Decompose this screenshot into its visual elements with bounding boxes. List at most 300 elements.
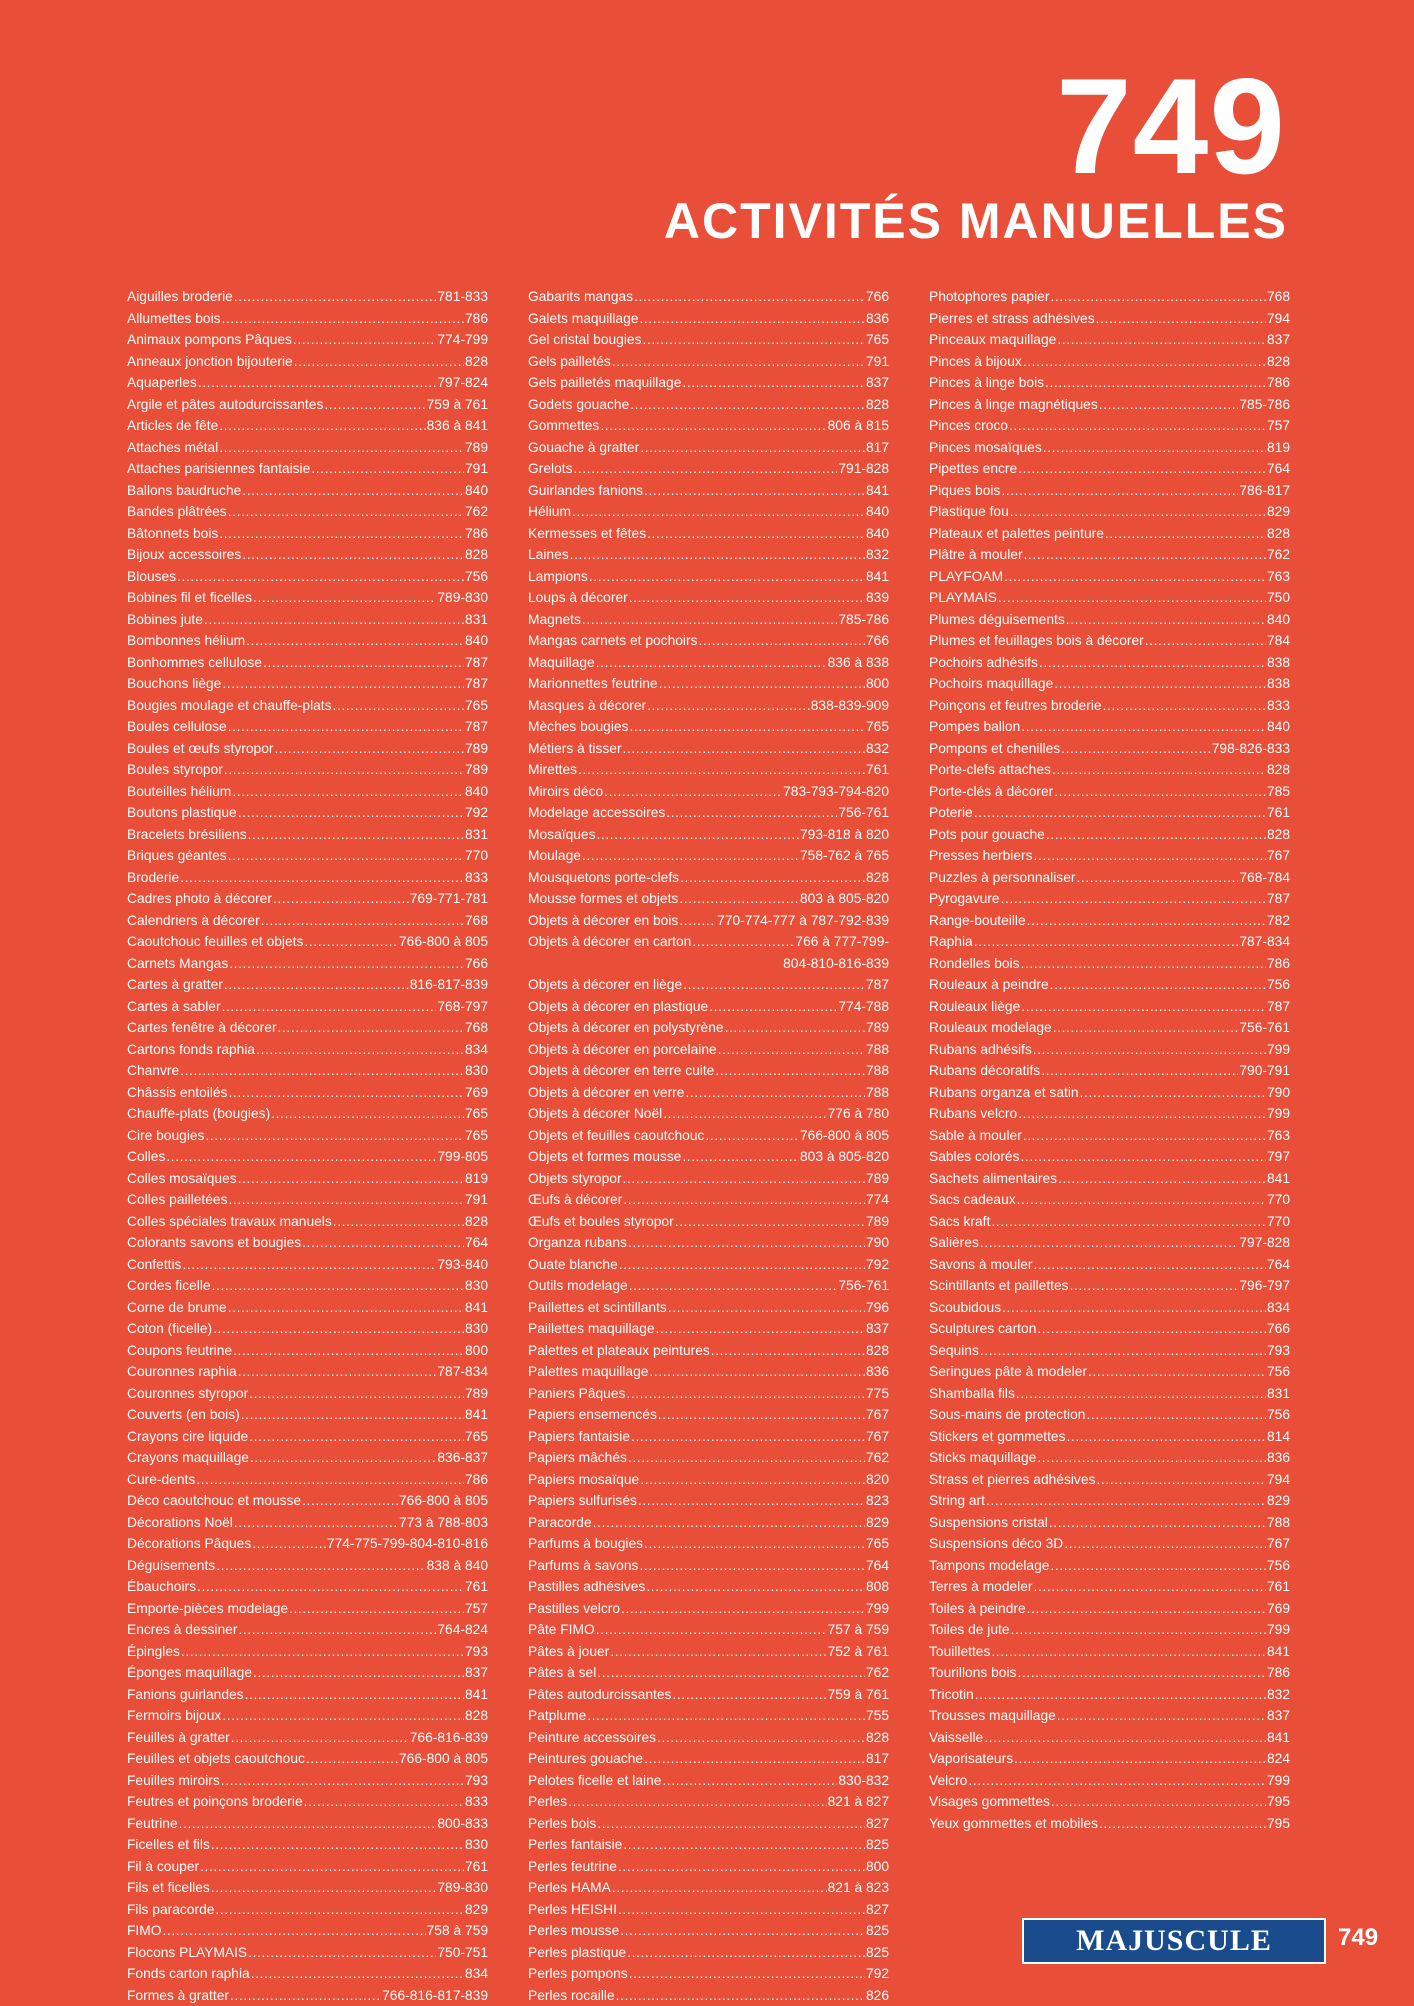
- index-entry-row: [528, 437, 889, 459]
- index-entry: [528, 652, 889, 674]
- index-entry-row: [929, 437, 1290, 459]
- dot-leader: [647, 695, 810, 717]
- index-entry: [127, 1404, 488, 1426]
- entry-name: Rubans organza et satin: [929, 1082, 1079, 1104]
- entry-name: Sous-mains de protection: [929, 1404, 1085, 1426]
- index-entry-row: [929, 1125, 1290, 1147]
- entry-name: Cire bougies: [127, 1125, 204, 1147]
- dot-leader: [228, 1297, 464, 1319]
- index-entry-row: [528, 1942, 889, 1964]
- index-entry: [127, 1297, 488, 1319]
- entry-pages: 774-799: [437, 329, 488, 351]
- entry-name: Perles HEISHI: [528, 1899, 617, 1921]
- entry-name: Gabarits mangas: [528, 286, 633, 308]
- dot-leader: [230, 1985, 381, 2006]
- dot-leader: [238, 802, 464, 824]
- entry-name: Métiers à tisser: [528, 738, 622, 760]
- index-entry: [528, 1576, 889, 1598]
- dot-leader: [304, 1791, 464, 1813]
- dot-leader: [1049, 1512, 1266, 1534]
- dot-leader: [245, 1684, 464, 1706]
- index-entry-row: [127, 329, 488, 351]
- index-entry: [127, 1189, 488, 1211]
- dot-leader: [666, 802, 837, 824]
- entry-name: Objets et formes mousse: [528, 1146, 681, 1168]
- index-entry: [127, 1963, 488, 1985]
- entry-name: Objets à décorer en carton: [528, 931, 691, 953]
- index-entry-row: [528, 738, 889, 760]
- index-entry-row: [528, 1426, 889, 1448]
- index-entry: [528, 1082, 889, 1104]
- entry-pages: 837: [1267, 1705, 1290, 1727]
- entry-name: Cartes fenêtre à décorer: [127, 1017, 277, 1039]
- index-entry-row: [528, 974, 889, 996]
- dot-leader: [238, 1361, 437, 1383]
- dot-leader: [204, 609, 464, 631]
- entry-pages: 765: [866, 1533, 889, 1555]
- index-entry-row: [127, 308, 488, 330]
- dot-leader: [246, 630, 464, 652]
- entry-pages: 799: [866, 1598, 889, 1620]
- entry-pages: 799: [1267, 1103, 1290, 1125]
- index-entry-row: [528, 1770, 889, 1792]
- index-entry-row: [127, 1361, 488, 1383]
- dot-leader: [640, 437, 865, 459]
- entry-pages: 824: [1267, 1748, 1290, 1770]
- entry-pages: 840: [465, 630, 488, 652]
- entry-pages: 829: [1267, 1490, 1290, 1512]
- index-entry-row: [528, 996, 889, 1018]
- entry-pages: 789: [866, 1211, 889, 1233]
- index-entry-row: [528, 1383, 889, 1405]
- entry-name: Flocons PLAYMAIS: [127, 1942, 247, 1964]
- entry-pages: 833: [1267, 695, 1290, 717]
- index-entry: [929, 1447, 1290, 1469]
- dot-leader: [683, 974, 865, 996]
- index-entry: [929, 351, 1290, 373]
- entry-name: Parfums à savons: [528, 1555, 638, 1577]
- index-entry-row: [528, 1834, 889, 1856]
- entry-name: Perles: [528, 1791, 567, 1813]
- entry-name: Couverts (en bois): [127, 1404, 240, 1426]
- entry-pages: 791-828: [838, 458, 889, 480]
- index-entry-row: [929, 845, 1290, 867]
- index-entry-row: [929, 1619, 1290, 1641]
- dot-leader: [998, 587, 1266, 609]
- entry-name: Palettes maquillage: [528, 1361, 648, 1383]
- entry-pages: 776 à 780: [828, 1103, 889, 1125]
- entry-pages: 787: [866, 974, 889, 996]
- index-entry: [528, 372, 889, 394]
- index-entry-row: [127, 587, 488, 609]
- entry-pages: 797: [1267, 1146, 1290, 1168]
- dot-leader: [1096, 1469, 1266, 1491]
- entry-pages: 763: [1267, 566, 1290, 588]
- index-entry-row: [929, 609, 1290, 631]
- dot-leader: [211, 1834, 464, 1856]
- index-entry-row: [929, 1641, 1290, 1663]
- entry-name: Papiers sulfurisés: [528, 1490, 637, 1512]
- dot-leader: [568, 1791, 827, 1813]
- index-entry-row: [929, 1318, 1290, 1340]
- index-entry-row: [528, 716, 889, 738]
- dot-leader: [219, 523, 464, 545]
- entry-pages: 840: [465, 480, 488, 502]
- index-entry-row: [127, 1254, 488, 1276]
- index-entry: [528, 1619, 889, 1641]
- dot-leader: [612, 351, 865, 373]
- index-entry: [528, 1512, 889, 1534]
- index-entry: [127, 1318, 488, 1340]
- entry-pages: 757 à 759: [828, 1619, 889, 1641]
- index-entry: [528, 1318, 889, 1340]
- entry-pages: 828: [1267, 824, 1290, 846]
- entry-name: Bâtonnets bois: [127, 523, 218, 545]
- index-entry-row: [528, 1641, 889, 1663]
- entry-pages: 836: [1267, 1447, 1290, 1469]
- entry-name: Marionnettes feutrine: [528, 673, 658, 695]
- dot-leader: [228, 845, 464, 867]
- entry-name: Rondelles bois: [929, 953, 1020, 975]
- index-entry: [127, 695, 488, 717]
- entry-pages: 775: [866, 1383, 889, 1405]
- index-entry: [127, 1770, 488, 1792]
- dot-leader: [311, 458, 464, 480]
- index-entry-row: [528, 1340, 889, 1362]
- entry-pages: 841: [465, 1404, 488, 1426]
- index-entry-row: [929, 1232, 1290, 1254]
- entry-name: Rubans décoratifs: [929, 1060, 1040, 1082]
- entry-name: Pastilles velcro: [528, 1598, 620, 1620]
- entry-pages: 768: [1267, 286, 1290, 308]
- index-entry-row: [528, 1920, 889, 1942]
- index-entry-row: [528, 1211, 889, 1233]
- index-entry-row: [127, 1533, 488, 1555]
- dot-leader: [1045, 372, 1266, 394]
- entry-pages: 766-800 à 805: [399, 931, 488, 953]
- dot-leader: [231, 1727, 409, 1749]
- index-entry-row: [528, 286, 889, 308]
- entry-name: Loups à décorer: [528, 587, 628, 609]
- index-entry-row: [528, 1469, 889, 1491]
- index-entry: [127, 888, 488, 910]
- entry-pages: 764: [866, 1555, 889, 1577]
- entry-name: Cadres photo à décorer: [127, 888, 272, 910]
- entry-name: Châssis entoilés: [127, 1082, 227, 1104]
- dot-leader: [596, 1619, 827, 1641]
- index-entry: [127, 1211, 488, 1233]
- dot-leader: [177, 566, 464, 588]
- entry-pages: 765: [465, 1426, 488, 1448]
- index-entry-row: [528, 1877, 889, 1899]
- index-entry: [528, 1383, 889, 1405]
- entry-pages-continued: 804-810-816-839: [783, 953, 889, 975]
- entry-name: Porte-clés à décorer: [929, 781, 1053, 803]
- dot-leader: [253, 587, 436, 609]
- entry-name: Formes à gratter: [127, 1985, 229, 2006]
- index-entry: [528, 1555, 889, 1577]
- index-entry-row: [127, 1189, 488, 1211]
- index-entry: [528, 1834, 889, 1856]
- entry-pages: 761: [465, 1576, 488, 1598]
- entry-name: Modelage accessoires: [528, 802, 665, 824]
- entry-name: Ficelles et fils: [127, 1834, 210, 1856]
- index-entry: [528, 1060, 889, 1082]
- dot-leader: [620, 1920, 865, 1942]
- index-entry-row: [528, 867, 889, 889]
- dot-leader: [984, 1727, 1266, 1749]
- index-entry: [929, 1361, 1290, 1383]
- entry-pages: 756-761: [838, 1275, 889, 1297]
- index-entry-row: [127, 738, 488, 760]
- index-entry: [929, 1039, 1290, 1061]
- entry-pages: 774-788: [838, 996, 889, 1018]
- entry-pages: 825: [866, 1920, 889, 1942]
- entry-name: Feutrine: [127, 1813, 178, 1835]
- index-entry-row: [127, 1318, 488, 1340]
- index-entry-row: [127, 824, 488, 846]
- dot-leader: [1034, 1254, 1266, 1276]
- index-entry-row: [929, 480, 1290, 502]
- entry-pages: 832: [866, 544, 889, 566]
- index-entry: [929, 759, 1290, 781]
- dot-leader: [1103, 695, 1266, 717]
- dot-leader: [618, 1899, 865, 1921]
- dot-leader: [975, 1684, 1266, 1706]
- index-entry: [127, 1082, 488, 1104]
- dot-leader: [304, 931, 398, 953]
- dot-leader: [1086, 1404, 1266, 1426]
- entry-pages: 841: [866, 566, 889, 588]
- index-entry: [929, 1125, 1290, 1147]
- entry-pages: 831: [1267, 1383, 1290, 1405]
- dot-leader: [649, 1361, 865, 1383]
- dot-leader: [1033, 1039, 1266, 1061]
- dot-leader: [619, 1254, 865, 1276]
- entry-pages: 840: [465, 781, 488, 803]
- dot-leader: [1002, 1297, 1266, 1319]
- index-entry-row: [528, 415, 889, 437]
- entry-name: Aiguilles broderie: [127, 286, 233, 308]
- index-entry-row: [528, 1189, 889, 1211]
- index-entry: [528, 1125, 889, 1147]
- dot-leader: [600, 415, 826, 437]
- index-entry: [929, 609, 1290, 631]
- entry-pages: 758-762 à 765: [800, 845, 889, 867]
- index-entry-row: [127, 673, 488, 695]
- entry-pages: 817: [866, 437, 889, 459]
- index-entry-row: [127, 1920, 488, 1942]
- index-entry: [127, 867, 488, 889]
- entry-pages: 789: [866, 1168, 889, 1190]
- entry-name: Argile et pâtes autodurcissantes: [127, 394, 323, 416]
- entry-pages: 808: [866, 1576, 889, 1598]
- dot-leader: [274, 738, 464, 760]
- entry-pages: 757: [465, 1598, 488, 1620]
- dot-leader: [1043, 437, 1266, 459]
- index-entry: [929, 695, 1290, 717]
- entry-name: Range-bouteille: [929, 910, 1026, 932]
- index-entry: [127, 437, 488, 459]
- entry-name: Guirlandes fanions: [528, 480, 643, 502]
- index-entry: [127, 1168, 488, 1190]
- index-entry: [528, 1727, 889, 1749]
- index-entry: [528, 1985, 889, 2006]
- index-entry: [127, 1920, 488, 1942]
- entry-pages: 764: [1267, 1254, 1290, 1276]
- index-entry: [929, 1770, 1290, 1792]
- entry-pages: 838 à 840: [427, 1555, 488, 1577]
- entry-name: Cordes ficelle: [127, 1275, 211, 1297]
- index-entry-row: [528, 1125, 889, 1147]
- entry-name: Anneaux jonction bijouterie: [127, 351, 293, 373]
- entry-pages: 828: [1267, 759, 1290, 781]
- entry-name: Perles bois: [528, 1813, 596, 1835]
- index-entry: [929, 931, 1290, 953]
- entry-pages: 800: [866, 1856, 889, 1878]
- entry-pages: 759 à 761: [828, 1684, 889, 1706]
- entry-pages: 786: [465, 1469, 488, 1491]
- dot-leader: [234, 286, 437, 308]
- dot-leader: [628, 1447, 865, 1469]
- index-entry-row: [929, 286, 1290, 308]
- index-entry-row: [127, 501, 488, 523]
- dot-leader: [1018, 458, 1266, 480]
- dot-leader: [1057, 329, 1266, 351]
- index-entry-row: [127, 1447, 488, 1469]
- index-entry-row: [127, 1641, 488, 1663]
- entry-name: Toiles à peindre: [929, 1598, 1026, 1620]
- entry-name: Palettes et plateaux peintures: [528, 1340, 710, 1362]
- entry-pages: 756: [1267, 1361, 1290, 1383]
- index-entry: [528, 716, 889, 738]
- index-entry: [127, 738, 488, 760]
- entry-name: Coupons feutrine: [127, 1340, 232, 1362]
- index-entry: [929, 1404, 1290, 1426]
- dot-leader: [629, 716, 864, 738]
- index-entry-row: [929, 1103, 1290, 1125]
- index-entry-row: [127, 630, 488, 652]
- index-entry-row: [929, 1770, 1290, 1792]
- index-entry-row: [127, 1146, 488, 1168]
- index-entry: [929, 652, 1290, 674]
- dot-leader: [228, 716, 464, 738]
- index-entry-row: [528, 609, 889, 631]
- entry-pages: 790: [866, 1232, 889, 1254]
- index-entry-row: [929, 931, 1290, 953]
- entry-pages: 786: [1267, 953, 1290, 975]
- dot-leader: [273, 888, 409, 910]
- entry-name: Objets à décorer en polystyrène: [528, 1017, 724, 1039]
- dot-leader: [662, 1770, 837, 1792]
- entry-name: Raphia: [929, 931, 973, 953]
- entry-name: Chanvre: [127, 1060, 179, 1082]
- index-entry-row: [528, 1361, 889, 1383]
- index-entry: [127, 308, 488, 330]
- entry-name: Mangas carnets et pochoirs: [528, 630, 697, 652]
- dot-leader: [215, 1899, 464, 1921]
- entry-name: Objets à décorer en plastique: [528, 996, 708, 1018]
- entry-name: Piques bois: [929, 480, 1000, 502]
- index-entry-row: [528, 910, 889, 932]
- index-entry: [929, 1490, 1290, 1512]
- dot-leader: [682, 1146, 799, 1168]
- entry-pages: 769: [1267, 1598, 1290, 1620]
- entry-name: Perles rocaille: [528, 1985, 615, 2006]
- entry-pages: 766 à 777-799-: [795, 931, 889, 953]
- entry-name: Ébauchoirs: [127, 1576, 196, 1598]
- dot-leader: [663, 1103, 826, 1125]
- entry-name: Perles plastique: [528, 1942, 626, 1964]
- index-entry-row: [528, 1103, 889, 1125]
- entry-pages: 773 à 788-803: [399, 1512, 488, 1534]
- index-entry-row: [929, 501, 1290, 523]
- index-entry-row: [127, 1383, 488, 1405]
- index-entry: [929, 1598, 1290, 1620]
- index-entry-row: [127, 286, 488, 308]
- entry-name: Pinces à linge magnétiques: [929, 394, 1098, 416]
- index-entry: [528, 1275, 889, 1297]
- entry-pages: 781-833: [437, 286, 488, 308]
- index-entry: [528, 1705, 889, 1727]
- section-title: ACTIVITÉS MANUELLES: [664, 196, 1288, 246]
- dot-leader: [644, 480, 865, 502]
- index-entry: [929, 437, 1290, 459]
- dot-leader: [680, 867, 865, 889]
- index-entry-row: [929, 351, 1290, 373]
- index-entry: [528, 802, 889, 824]
- index-entry: [127, 1705, 488, 1727]
- entry-pages: 834: [465, 1039, 488, 1061]
- index-entry-row: [127, 867, 488, 889]
- entry-name: Caoutchouc feuilles et objets: [127, 931, 303, 953]
- entry-name: Parfums à bougies: [528, 1533, 643, 1555]
- dot-leader: [573, 458, 837, 480]
- dot-leader: [249, 1426, 464, 1448]
- entry-pages: 766-816-817-839: [382, 1985, 488, 2006]
- dot-leader: [968, 1770, 1266, 1792]
- index-entry: [127, 329, 488, 351]
- dot-leader: [621, 1598, 865, 1620]
- index-entry-row: [528, 1254, 889, 1276]
- dot-leader: [222, 308, 464, 330]
- entry-name: Sticks maquillage: [929, 1447, 1036, 1469]
- index-entry: [127, 1899, 488, 1921]
- entry-name: Sable à mouler: [929, 1125, 1022, 1147]
- dot-leader: [234, 1512, 398, 1534]
- dot-leader: [1001, 888, 1266, 910]
- dot-leader: [306, 1748, 398, 1770]
- index-entry-row: [127, 781, 488, 803]
- entry-pages: 798-826-833: [1212, 738, 1290, 760]
- index-entry-row: [528, 1490, 889, 1512]
- index-entry: [929, 1017, 1290, 1039]
- dot-leader: [1054, 673, 1266, 695]
- entry-pages: 836-837: [437, 1447, 488, 1469]
- entry-name: Magnets: [528, 609, 581, 631]
- index-entry: [127, 1727, 488, 1749]
- entry-name: Tricotin: [929, 1684, 974, 1706]
- dot-leader: [628, 1232, 865, 1254]
- index-entry-row: [528, 458, 889, 480]
- index-entry: [929, 1512, 1290, 1534]
- dot-leader: [205, 1125, 464, 1147]
- entry-pages: 819: [1267, 437, 1290, 459]
- dot-leader: [211, 1877, 437, 1899]
- entry-pages: 841: [1267, 1727, 1290, 1749]
- index-entry-row: [929, 415, 1290, 437]
- dot-leader: [228, 1082, 464, 1104]
